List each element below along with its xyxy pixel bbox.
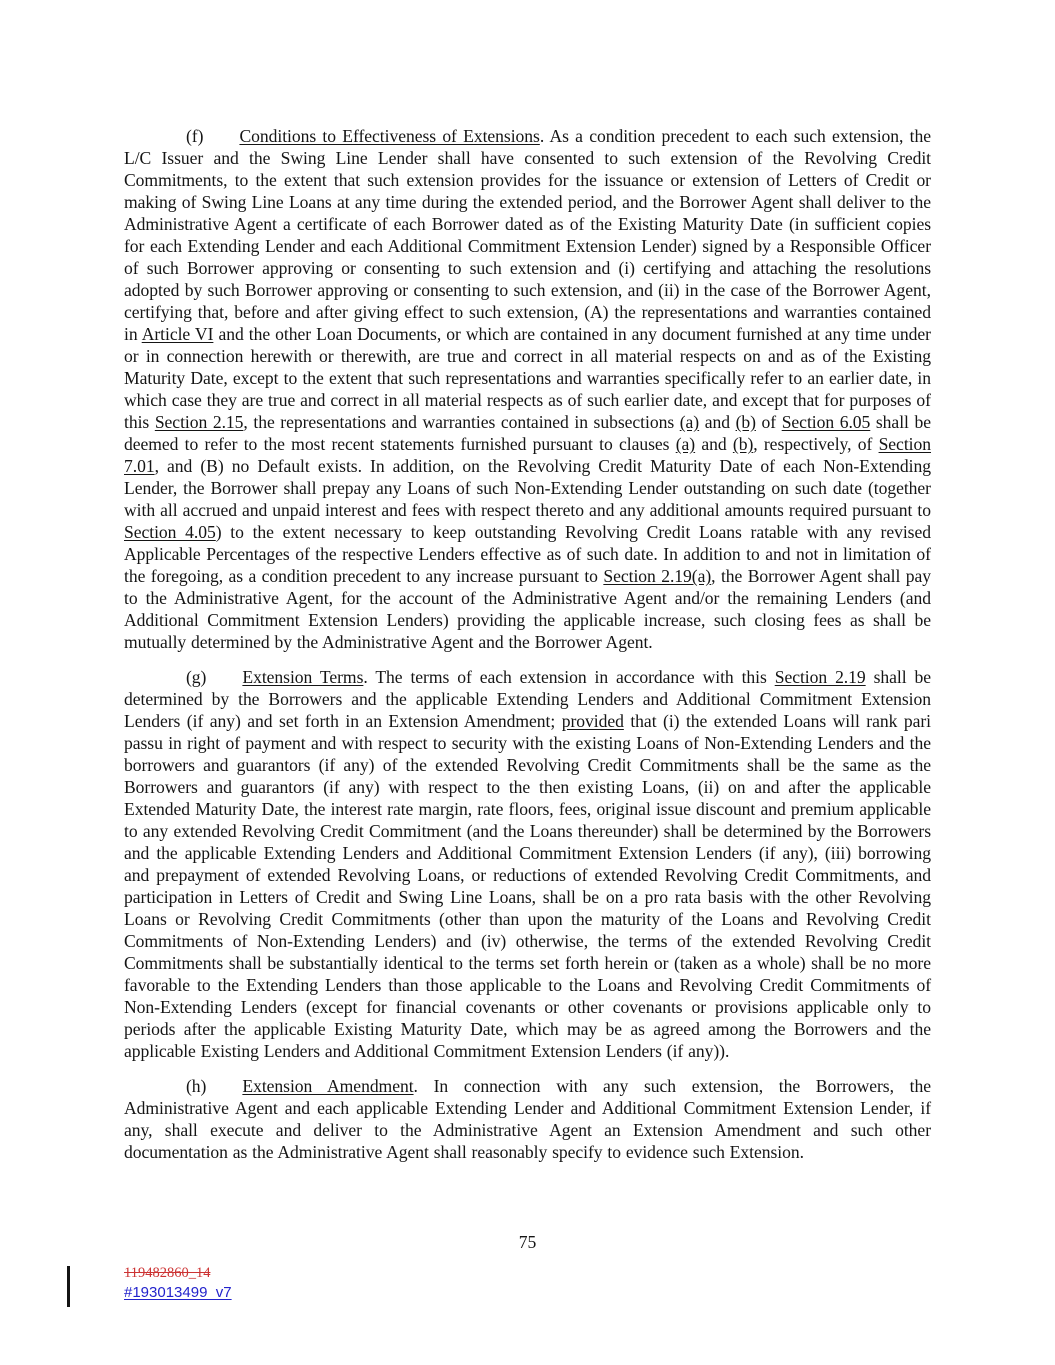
clause-heading: Conditions to Effectiveness of Extensions bbox=[239, 126, 540, 146]
body-text: , and (B) no Default exists. In addition, on the Revolving Credit Maturity Date of each Non-Extending Lender, the Borrower shall prepay any Loans of such Non-Extending Lender outstanding on such date (together with all accrued and unpaid interest and fees with respect thereto and any additional amounts required pursuant to bbox=[124, 456, 931, 520]
body-text: . The terms of each extension in accordance with this bbox=[363, 667, 775, 687]
section-reference: (b) bbox=[732, 434, 754, 454]
clause-heading: Extension Amendment bbox=[242, 1076, 414, 1096]
section-reference: Section 2.19 bbox=[774, 667, 866, 687]
body-text: , the representations and warranties contained in subsections bbox=[243, 412, 680, 432]
section-reference: Section 2.15 bbox=[154, 412, 244, 432]
body-text: and the other Loan Documents, or which are contained in any document furnished at any time under or in connection herewith or therewith, are true and correct in all material respects on and as of the Existing Maturity Date, except to the extent that such representations and warranties specifically refer to an earlier date, in which case they are true and correct in all material respects as of such earlier date, and except that for purposes of this bbox=[124, 324, 931, 432]
body-text: . In connection with any such extension, the Borrowers, the Administrative Agent and each applicable Extending Lender and Additional Commitment Extension Lender, if any, shall execute and deliver to the Administrative Agent an Extension Amendment and such other documentation as the Administrative Agent shall reasonably specify to evidence such Extension. bbox=[124, 1076, 931, 1162]
section-reference: Section 7.01 bbox=[124, 434, 931, 476]
section-reference: Section 4.05 bbox=[124, 522, 216, 542]
body-text: shall be deemed to refer to the most recent statements furnished pursuant to clauses bbox=[124, 412, 931, 454]
section-reference: Section 2.19(a) bbox=[603, 566, 712, 586]
change-bar bbox=[67, 1266, 70, 1307]
doc-id-old-strikethrough: 119482860_14 bbox=[124, 1265, 211, 1281]
paragraph-h bbox=[124, 1075, 931, 1163]
body-text: . As a condition precedent to each such extension, the L/C Issuer and the Swing Line Lender shall have consented to such extension of the Revolving Credit Commitments, to the extent that such extension provides for the issuance or extension of Letters of Credit or making of Swing Line Loans at any time during the extended period, and the Borrower Agent shall deliver to the Administrative Agent a certificate of each Borrower dated as of the Existing Maturity Date (in sufficient copies for each Extending Lender and each Additional Commitment Extension Lender) signed by a Responsible Officer of such Borrower approving or consenting to such extension and (i) certifying and attaching the resolutions adopted by such Borrower approving or consenting to such extension, and (ii) in the case of the Borrower Agent, certifying that, before and after giving effect to such extension, (A) the representations and warranties contained in bbox=[124, 126, 931, 344]
document-body bbox=[124, 125, 931, 1163]
clause-heading: Extension Terms bbox=[242, 667, 364, 687]
proviso-term: provided bbox=[561, 711, 624, 731]
page-number: 75 bbox=[518, 1232, 537, 1252]
doc-id-current: #193013499_v7 bbox=[124, 1284, 232, 1301]
body-text: , the Borrower Agent shall pay to the Administrative Agent, for the account of the Administrative Agent and/or the remaining Lenders (and Additional Commitment Extension Lenders) providing the applicable increase, such closing fees as shall be mutually determined by the Administrative Agent and the Borrower Agent. bbox=[124, 566, 931, 652]
section-reference: Article VI bbox=[141, 324, 214, 344]
body-text: and bbox=[695, 434, 733, 454]
body-text: , respectively, of bbox=[753, 434, 879, 454]
body-text: ) to the extent necessary to keep outstanding Revolving Credit Loans ratable with any revised Applicable Percentages of the respective Lenders effective as of such date. In addition to and not in limitation of the foregoing, as a condition precedent to any increase pursuant to bbox=[124, 522, 931, 586]
paragraph-g bbox=[124, 666, 931, 1062]
clause-letter: (h) bbox=[186, 1076, 207, 1096]
section-reference: Section 6.05 bbox=[781, 412, 871, 432]
section-reference: (a) bbox=[679, 412, 700, 432]
body-text: that (i) the extended Loans will rank pari passu in right of payment and with respect to security with the existing Loans of Non-Extending Lenders and the borrowers and guarantors (if any) of the extended Revolving Credit Commitments shall be the same as the Borrowers and guarantors (if any) with respect to the then existing Loans, (ii) on and after the applicable Extended Maturity Date, the interest rate margin, rate floors, fees, original issue discount and premium applicable to any extended Revolving Credit Commitment (and the Loans thereunder) shall be determined by the Borrowers and the applicable Extending Lenders and Additional Commitment Extension Lenders (if any), (iii) borrowing and prepayment of extended Revolving Loans, or reductions of extended Revolving Credit Commitments, and participation in Letters of Credit and Swing Line Loans, shall be on a pro rata basis with the other Revolving Loans or Revolving Credit Commitments (other than upon the maturity of the Loans and Revolving Credit Commitments of Non-Extending Lenders) and (iv) otherwise, the terms of the extended Revolving Credit Commitments shall be substantially identical to the terms set forth herein or (taken as a whole) shall be no more favorable to the Extending Lenders than those applicable to the Loans and Revolving Credit Commitments of Non-Extending Lenders (except for financial covenants or other covenants or provisions applicable only to periods after the applicable Existing Maturity Date, which may be as agreed among the Borrowers and the applicable Existing Lenders and Additional Commitment Extension Lenders (if any)). bbox=[124, 711, 931, 1061]
section-reference: (b) bbox=[735, 412, 756, 432]
body-text: of bbox=[755, 412, 782, 432]
body-text: shall be determined by the Borrowers and the applicable Extending Lenders and Additional Commitment Extension Lenders (if any) and set forth in an Extension Amendment; bbox=[124, 667, 931, 731]
body-text: and bbox=[699, 412, 736, 432]
paragraph-f bbox=[124, 125, 931, 653]
section-reference: (a) bbox=[675, 434, 696, 454]
clause-letter: (f) bbox=[186, 126, 204, 146]
clause-letter: (g) bbox=[186, 667, 207, 687]
document-footer bbox=[124, 1264, 232, 1303]
